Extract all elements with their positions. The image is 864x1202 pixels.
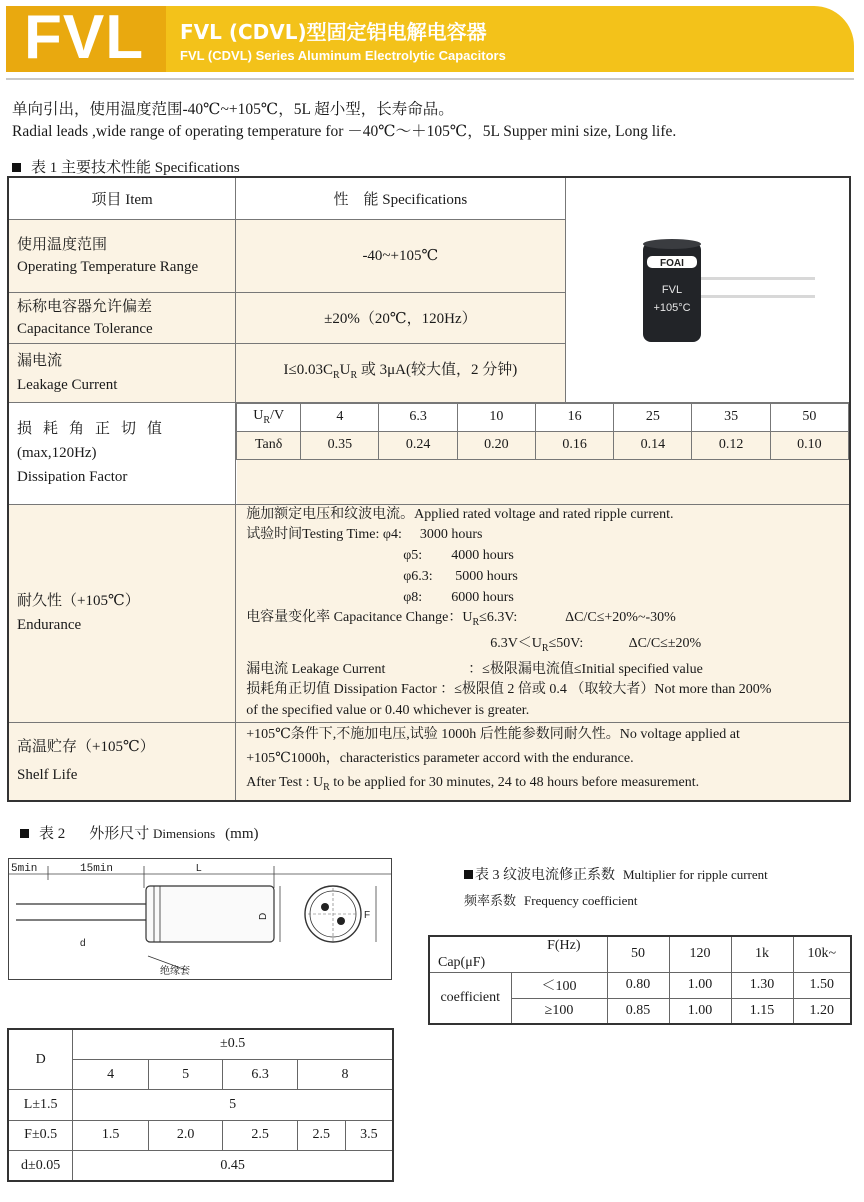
temp-value: -40~+105℃: [236, 219, 565, 292]
temp-label: 使用温度范围 Operating Temperature Range: [8, 219, 236, 292]
spec-header-row: [8, 177, 850, 219]
dims-d-header: D: [8, 1029, 73, 1090]
leak-label: 漏电流 Leakage Current: [8, 343, 236, 402]
freq-cell: 10k~: [793, 936, 851, 972]
tan-cell: 0.16: [535, 431, 613, 459]
leak-value: $I\le 0.03C_RU_R$ 或 3μA(较大值，2 分钟): [236, 343, 565, 402]
lead-dia-label: d: [80, 938, 86, 949]
freq-cell: 1k: [731, 936, 793, 972]
bullet-square-icon: [12, 163, 21, 172]
tan-cell: 0.35: [301, 431, 379, 459]
voltage-cell: 25: [614, 403, 692, 431]
page-title-en: FVL (CDVL) Series Aluminum Electrolytic Capacitors: [180, 48, 506, 63]
voltage-cell: 10: [457, 403, 535, 431]
dims-l-value: 5: [73, 1090, 393, 1120]
freq-cell: 50: [607, 936, 669, 972]
coef-cell: 0.80: [607, 972, 669, 998]
tan-cell: 0.10: [770, 431, 848, 459]
row-endurance: [8, 504, 850, 723]
intro-en: Radial leads ,wide range of operating temperature for －40℃～＋105℃，5L Supper mini size, Long life.: [12, 123, 677, 140]
diss-empty-row: [237, 459, 849, 504]
lead-length-a: 5min: [11, 863, 38, 875]
coef-cell: 1.15: [731, 998, 793, 1024]
table2-caption: 表 2 外形尺寸 Dimensions (mm): [20, 822, 258, 843]
coef-cell: 1.20: [793, 998, 851, 1024]
dims-size: 6.3: [223, 1059, 298, 1089]
end-details: 施加额定电压和纹波电流。Applied rated voltage and rated ripple current. 试验时间Testing Time: φ4: 3000 hours φ5: 4000 hours φ6.3: 5000 hours φ8: 6000 hours 电容量变化率 Capacitance Change：$U_R\le 6.3V$: ΔC/C≤+20%~-30% $6.3V<U_R\le 50V$: ΔC/C≤±20% 漏电流 Leakage Current ：≤极限漏电流值≤Initial specified value 损耗角正切值 Dissipation Factor ：≤极限值 2 倍或 0.4 （取较大者）Not more than 200% of the specified value or 0.40 whichever is greater.: [236, 504, 850, 723]
freq-cell: 120: [669, 936, 731, 972]
dimensions-table: [7, 1028, 394, 1182]
dims-f-label: F±0.5: [8, 1120, 73, 1150]
sleeve-label: 绝缘套: [160, 966, 190, 977]
diss-grid-cell: [236, 402, 850, 504]
voltage-cell: 50: [770, 403, 848, 431]
bullet-square-icon: [464, 870, 473, 879]
dims-size: 5: [148, 1059, 223, 1089]
tan-cell: 0.20: [457, 431, 535, 459]
lead-length-b: 15min: [80, 863, 114, 875]
coef-cell: 1.30: [731, 972, 793, 998]
brand-logo-text: FVL: [24, 3, 145, 72]
length-label: L: [196, 863, 202, 874]
shelf-details: +105℃条件下,不施加电压,试验 1000h 后性能参数同耐久性。No voltage applied at +105℃1000h，characteristics parameter accord with the endurance. After Test : $U_R$ to be applied for 30 minutes, 24 to 48 hours before measurement.: [236, 723, 850, 801]
ripple-corner: F(Hz) Cap(μF): [429, 936, 607, 972]
tan-row: [237, 431, 849, 459]
dims-f-value: 2.5: [297, 1120, 345, 1150]
head-spec: 性 能 Specifications: [236, 177, 565, 219]
capacitor-temp: +105°C: [653, 301, 691, 314]
tan-cell: 0.14: [614, 431, 692, 459]
coef-label: coefficient: [429, 972, 511, 1024]
coef-row1-label: ＜100: [511, 972, 607, 998]
voltage-row: [237, 403, 849, 431]
dimension-drawing: [8, 858, 392, 980]
voltage-cell: 4: [301, 403, 379, 431]
dims-size: 4: [73, 1059, 149, 1089]
table3-caption: 表 3 纹波电流修正系数 Multiplier for ripple current: [464, 864, 768, 884]
tol-value: ±20%（20℃，120Hz）: [236, 292, 565, 343]
pitch-label: F: [364, 910, 371, 921]
dims-l-label: L±1.5: [8, 1090, 73, 1120]
coef-cell: 1.50: [793, 972, 851, 998]
dims-dd-label: d±0.05: [8, 1151, 73, 1181]
capacitor-logo: FOAI: [660, 257, 685, 269]
dims-f-value: 3.5: [345, 1120, 393, 1150]
tan-cell: 0.24: [379, 431, 457, 459]
dims-f-value: 2.5: [223, 1120, 298, 1150]
bullet-square-icon: [20, 829, 29, 838]
diameter-label: D: [258, 912, 269, 920]
head-item: 项目 Item: [8, 177, 236, 219]
voltage-cell: 16: [535, 403, 613, 431]
coef-row2-label: ≥100: [511, 998, 607, 1024]
end-label: 耐久性（+105℃） Endurance: [8, 504, 236, 723]
capacitor-series: FVL: [662, 283, 683, 296]
coef-cell: 1.00: [669, 972, 731, 998]
row-shelf-life: [8, 723, 850, 801]
dims-f-value: 2.0: [148, 1120, 223, 1150]
shelf-label: 高温贮存（+105℃） Shelf Life: [8, 723, 236, 801]
tan-cell: 0.12: [692, 431, 770, 459]
ripple-table: [428, 935, 852, 1025]
spec-table: [7, 176, 851, 802]
voltage-cell: 35: [692, 403, 770, 431]
coef-cell: 0.85: [607, 998, 669, 1024]
dissipation-grid: [236, 403, 849, 504]
page-title-cn: FVL (CDVL)型固定铝电解电容器: [180, 20, 487, 44]
row-dissipation: [8, 402, 850, 504]
diss-label: 损耗角正切值 (max,120Hz) Dissipation Factor: [8, 402, 236, 504]
dims-tolerance: ±0.5: [73, 1029, 393, 1059]
header-divider: [6, 78, 854, 80]
table3-subcaption: 频率系数 Frequency coefficient: [464, 893, 638, 908]
dims-f-value: 1.5: [73, 1120, 149, 1150]
ur-header: $U_R/V$: [237, 403, 301, 431]
table1-caption: 表 1 主要技术性能 Specifications: [12, 156, 240, 177]
dims-dd-value: 0.45: [73, 1151, 393, 1181]
capacitor-image: [587, 220, 827, 360]
tan-header: Tanδ: [237, 431, 301, 459]
dims-size: 8: [297, 1059, 393, 1089]
coef-cell: 1.00: [669, 998, 731, 1024]
capacitor-photo-cell: [565, 177, 850, 402]
voltage-cell: 6.3: [379, 403, 457, 431]
intro-cn: 单向引出，使用温度范围-40℃~+105℃，5L 超小型，长寿命品。: [12, 101, 454, 118]
tol-label: 标称电容器允许偏差 Capacitance Tolerance: [8, 292, 236, 343]
